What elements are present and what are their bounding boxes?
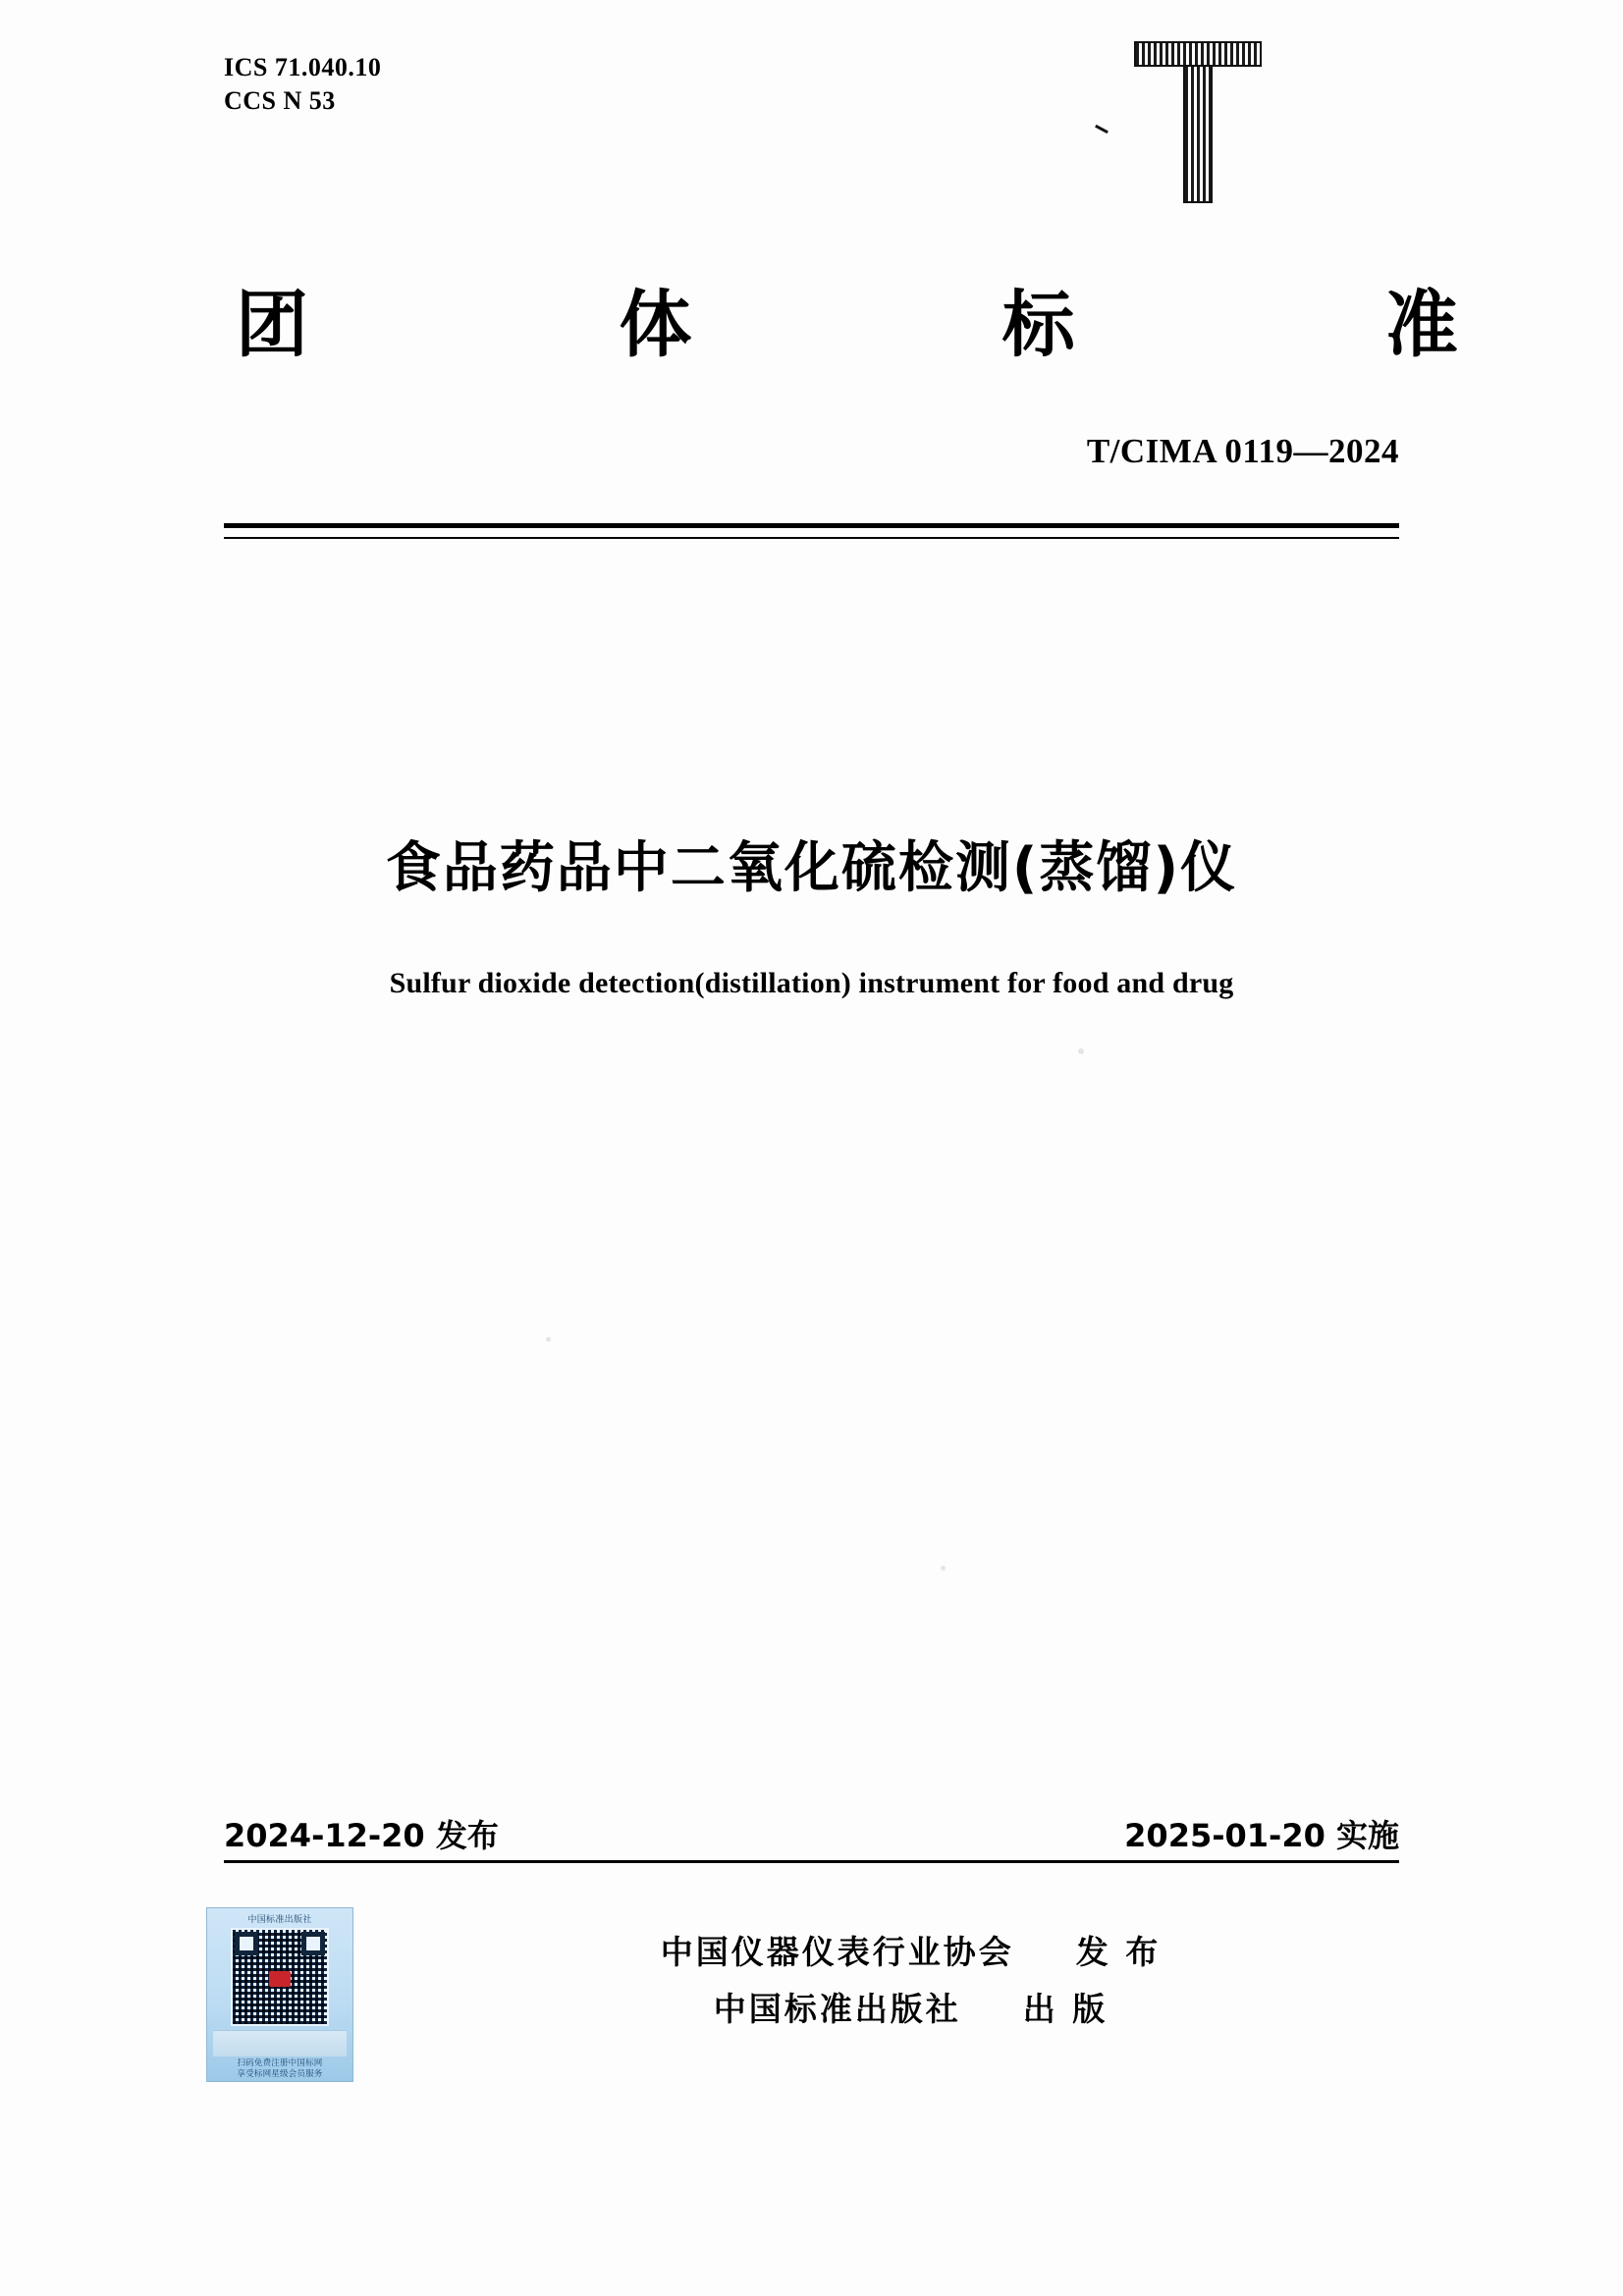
header-divider-thin xyxy=(224,537,1399,539)
standard-number: T/CIMA 0119—2024 xyxy=(1086,432,1399,470)
seal-footer-text xyxy=(207,2056,352,2081)
t-logo-bar xyxy=(1134,41,1262,67)
category-char-1: 团 xyxy=(236,283,308,367)
seal-footer-line-2: 享受标网星级会员服务 xyxy=(237,2069,323,2080)
issuing-organization: 中国仪器仪表行业协会 xyxy=(660,1933,1014,1971)
footer-divider xyxy=(224,1860,1399,1863)
qr-center-logo xyxy=(269,1971,291,1987)
scan-speck xyxy=(941,1566,946,1571)
implementation-date: 2025-01-20 实施 xyxy=(1124,1817,1399,1854)
seal-footer-line-1: 扫码免费注册中国标网 xyxy=(237,2058,323,2068)
publisher-line-1 xyxy=(422,1924,1399,1981)
scan-speck xyxy=(1078,1048,1084,1054)
standard-category-heading xyxy=(236,267,1458,371)
issue-action-label: 发 布 xyxy=(1075,1933,1162,1971)
category-char-4: 准 xyxy=(1384,283,1458,367)
ics-block xyxy=(224,51,381,119)
publishing-house: 中国标准出版社 xyxy=(713,1989,961,2028)
category-char-2: 体 xyxy=(619,283,692,367)
qr-code-seal[interactable] xyxy=(206,1907,353,2082)
page-title: 食品药品中二氧化硫检测(蒸馏)仪 xyxy=(385,836,1238,900)
category-char-3: 标 xyxy=(1001,283,1075,367)
ics-code: ICS 71.040.10 xyxy=(224,53,382,81)
t-logo-tick-mark xyxy=(1095,125,1109,133)
standard-t-logo-icon xyxy=(1134,41,1262,203)
seal-band xyxy=(213,2030,347,2056)
t-logo-stem xyxy=(1183,65,1213,203)
seal-top-label: 中国标准出版社 xyxy=(247,1915,312,1925)
scan-speck xyxy=(546,1337,551,1342)
ccs-code: CCS N 53 xyxy=(224,86,336,116)
publisher-line-2 xyxy=(422,1981,1399,2038)
publish-action-label: 出 版 xyxy=(1022,1989,1109,2028)
publish-date: 2024-12-20 发布 xyxy=(224,1817,499,1854)
publisher-block xyxy=(422,1924,1399,2038)
header-divider-thick xyxy=(224,523,1399,528)
qr-code-icon[interactable] xyxy=(231,1928,329,2026)
page-subtitle-english: Sulfur dioxide detection(distillation) instrument for food and drug xyxy=(389,967,1234,999)
